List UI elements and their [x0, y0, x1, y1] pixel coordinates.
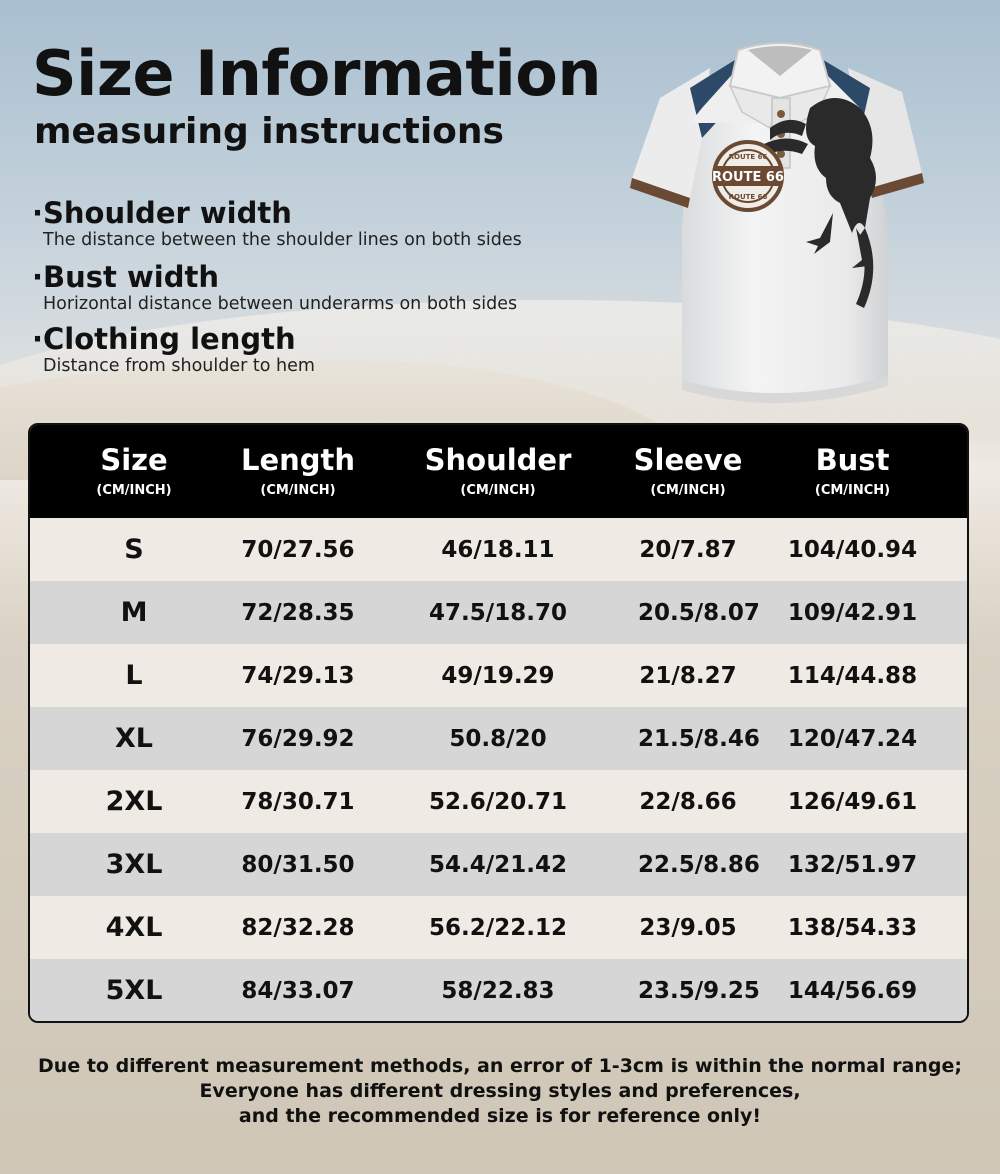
- cell-shoulder: 50.8/20: [449, 725, 547, 752]
- cell-sleeve: 21.5/8.46: [638, 725, 760, 752]
- header-label: Bust: [815, 443, 890, 478]
- disclaimer-line: Everyone has different dressing styles and preferences,: [199, 1080, 801, 1103]
- disclaimer-note: [0, 1054, 1000, 1129]
- instruction-heading: ·Bust width: [32, 260, 219, 294]
- cell-length: 74/29.13: [241, 662, 355, 689]
- table-row: [30, 707, 967, 770]
- page-subtitle: measuring instructions: [34, 111, 504, 152]
- cell-length: 80/31.50: [241, 851, 355, 878]
- cell-bust: 132/51.97: [787, 851, 918, 878]
- instruction-heading: ·Clothing length: [32, 322, 296, 356]
- cell-shoulder: 47.5/18.70: [429, 599, 567, 626]
- cell-size: S: [124, 534, 144, 565]
- cell-sleeve: 23/9.05: [639, 914, 737, 941]
- cell-shoulder: 56.2/22.12: [429, 914, 567, 941]
- header-sleeve: [633, 425, 743, 518]
- route-66-badge-icon: [712, 142, 784, 210]
- cell-length: 84/33.07: [241, 977, 355, 1004]
- cell-sleeve: 20.5/8.07: [638, 599, 760, 626]
- cell-length: 70/27.56: [241, 536, 355, 563]
- cell-size: 5XL: [105, 975, 163, 1006]
- header-unit: (CM/INCH): [260, 482, 336, 498]
- header-unit: (CM/INCH): [96, 482, 172, 498]
- cell-size: L: [125, 660, 143, 691]
- cell-size: M: [120, 597, 148, 628]
- cell-size: 2XL: [105, 786, 163, 817]
- cell-length: 72/28.35: [241, 599, 355, 626]
- cell-sleeve: 20/7.87: [639, 536, 737, 563]
- cell-bust: 109/42.91: [787, 599, 918, 626]
- badge-main-text: ROUTE 66: [712, 170, 784, 185]
- table-row: [30, 959, 967, 1022]
- cell-bust: 120/47.24: [787, 725, 918, 752]
- header-label: Shoulder: [424, 443, 572, 478]
- cell-length: 78/30.71: [241, 788, 355, 815]
- table-row: [30, 644, 967, 707]
- table-body: [30, 518, 967, 1022]
- cell-bust: 138/54.33: [787, 914, 918, 941]
- table-row: [30, 518, 967, 581]
- cell-size: 4XL: [105, 912, 163, 943]
- cell-shoulder: 49/19.29: [441, 662, 555, 689]
- table-row: [30, 896, 967, 959]
- header-unit: (CM/INCH): [650, 482, 726, 498]
- cell-shoulder: 52.6/20.71: [429, 788, 567, 815]
- cell-length: 76/29.92: [241, 725, 355, 752]
- cell-bust: 114/44.88: [787, 662, 918, 689]
- cell-length: 82/32.28: [241, 914, 355, 941]
- disclaimer-line: and the recommended size is for reference only!: [238, 1105, 762, 1128]
- cell-sleeve: 21/8.27: [639, 662, 737, 689]
- header-size: [30, 425, 238, 518]
- table-row: [30, 833, 967, 896]
- table-row: [30, 581, 967, 644]
- badge-top-text: ROUTE 66: [728, 153, 768, 161]
- cell-bust: 104/40.94: [787, 536, 918, 563]
- instruction-bust-width: [32, 262, 517, 315]
- cell-sleeve: 22/8.66: [639, 788, 737, 815]
- cell-shoulder: 58/22.83: [441, 977, 555, 1004]
- cell-sleeve: 22.5/8.86: [638, 851, 760, 878]
- cell-size: 3XL: [105, 849, 163, 880]
- badge-bottom-text: ROUTE 66: [728, 193, 768, 201]
- instruction-clothing-length: [32, 324, 315, 377]
- header-label: Size: [100, 443, 168, 478]
- header-shoulder: [358, 425, 638, 518]
- polo-shirt-image: [620, 28, 940, 418]
- cell-bust: 126/49.61: [787, 788, 918, 815]
- instruction-description: The distance between the shoulder lines on both sides: [43, 229, 522, 250]
- cell-size: XL: [114, 723, 154, 754]
- instruction-heading: ·Shoulder width: [32, 196, 292, 230]
- header-unit: (CM/INCH): [460, 482, 536, 498]
- instruction-description: Horizontal distance between underarms on both sides: [43, 293, 518, 314]
- page-title: Size Information: [32, 37, 602, 110]
- header-label: Length: [240, 443, 356, 478]
- size-table: [28, 423, 969, 1023]
- header-unit: (CM/INCH): [814, 482, 891, 498]
- instruction-description: Distance from shoulder to hem: [43, 355, 315, 376]
- cell-shoulder: 46/18.11: [441, 536, 555, 563]
- table-header: [30, 425, 967, 518]
- disclaimer-line: Due to different measurement methods, an error of 1-3cm is within the normal range;: [38, 1055, 962, 1077]
- instruction-shoulder-width: [32, 198, 522, 251]
- header-length: [238, 425, 358, 518]
- cell-sleeve: 23.5/9.25: [638, 977, 760, 1004]
- header-label: Sleeve: [633, 443, 743, 478]
- header-bust: [738, 425, 967, 518]
- cell-bust: 144/56.69: [787, 977, 918, 1004]
- cell-shoulder: 54.4/21.42: [429, 851, 567, 878]
- table-row: [30, 770, 967, 833]
